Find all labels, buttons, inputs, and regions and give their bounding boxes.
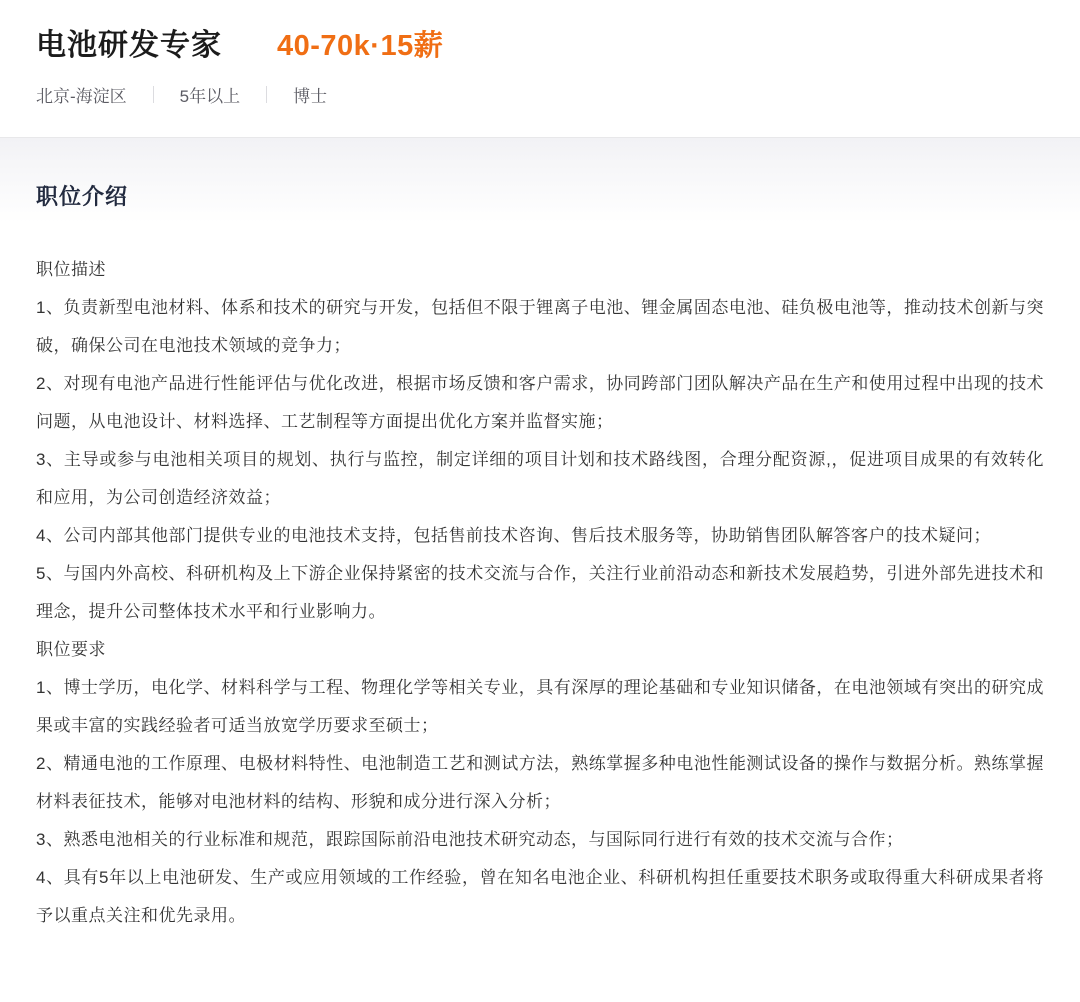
section-title: 职位介绍 bbox=[36, 184, 129, 209]
description-item: 5、与国内外高校、科研机构及上下游企业保持紧密的技术交流与合作，关注行业前沿动态和新技术发展趋势，引进外部先进技术和理念，提升公司整体技术水平和行业影响力。 bbox=[36, 564, 1044, 621]
description-item: 2、对现有电池产品进行性能评估与优化改进，根据市场反馈和客户需求，协同跨部门团队解决产品在生产和使用过程中出现的技术问题，从电池设计、材料选择、工艺制程等方面提出优化方案并监督实施； bbox=[36, 374, 1044, 431]
description-heading: 职位描述 bbox=[36, 260, 106, 279]
requirement-item: 4、具有5年以上电池研发、生产或应用领域的工作经验，曾在知名电池企业、科研机构担任重要技术职务或取得重大科研成果者将予以重点关注和优先录用。 bbox=[36, 868, 1044, 925]
job-education: 博士 bbox=[293, 87, 328, 106]
title-row bbox=[36, 20, 1044, 64]
meta-separator bbox=[266, 86, 267, 103]
description-item: 3、主导或参与电池相关项目的规划、执行与监控，制定详细的项目计划和技术路线图，合理分配资源,，促进项目成果的有效转化和应用，为公司创造经济效益； bbox=[36, 450, 1044, 507]
job-salary: 40-70k·15薪 bbox=[277, 30, 444, 62]
requirement-item: 1、博士学历，电化学、材料科学与工程、物理化学等相关专业，具有深厚的理论基础和专业知识储备，在电池领域有突出的研究成果或丰富的实践经验者可适当放宽学历要求至硕士； bbox=[36, 678, 1044, 735]
requirement-item: 2、精通电池的工作原理、电极材料特性、电池制造工艺和测试方法，熟练掌握多种电池性能测试设备的操作与数据分析。熟练掌握材料表征技术，能够对电池材料的结构、形貌和成分进行深入分析； bbox=[36, 754, 1044, 811]
description-item: 1、负责新型电池材料、体系和技术的研究与开发，包括但不限于锂离子电池、锂金属固态电池、硅负极电池等，推动技术创新与突破，确保公司在电池技术领域的竞争力； bbox=[36, 298, 1044, 355]
job-title: 电池研发专家 bbox=[36, 29, 222, 62]
job-header bbox=[0, 0, 1080, 137]
job-meta-row bbox=[36, 82, 1044, 107]
job-experience: 5年以上 bbox=[179, 87, 241, 106]
meta-separator bbox=[153, 86, 154, 103]
job-description-body bbox=[36, 251, 1044, 935]
job-location: 北京-海淀区 bbox=[36, 87, 127, 106]
job-detail-section bbox=[0, 138, 1080, 935]
requirements-heading: 职位要求 bbox=[36, 640, 106, 659]
requirement-item: 3、熟悉电池相关的行业标准和规范，跟踪国际前沿电池技术研究动态，与国际同行进行有效的技术交流与合作； bbox=[36, 830, 904, 849]
description-item: 4、公司内部其他部门提供专业的电池技术支持，包括售前技术咨询、售后技术服务等，协助销售团队解答客户的技术疑问； bbox=[36, 526, 991, 545]
